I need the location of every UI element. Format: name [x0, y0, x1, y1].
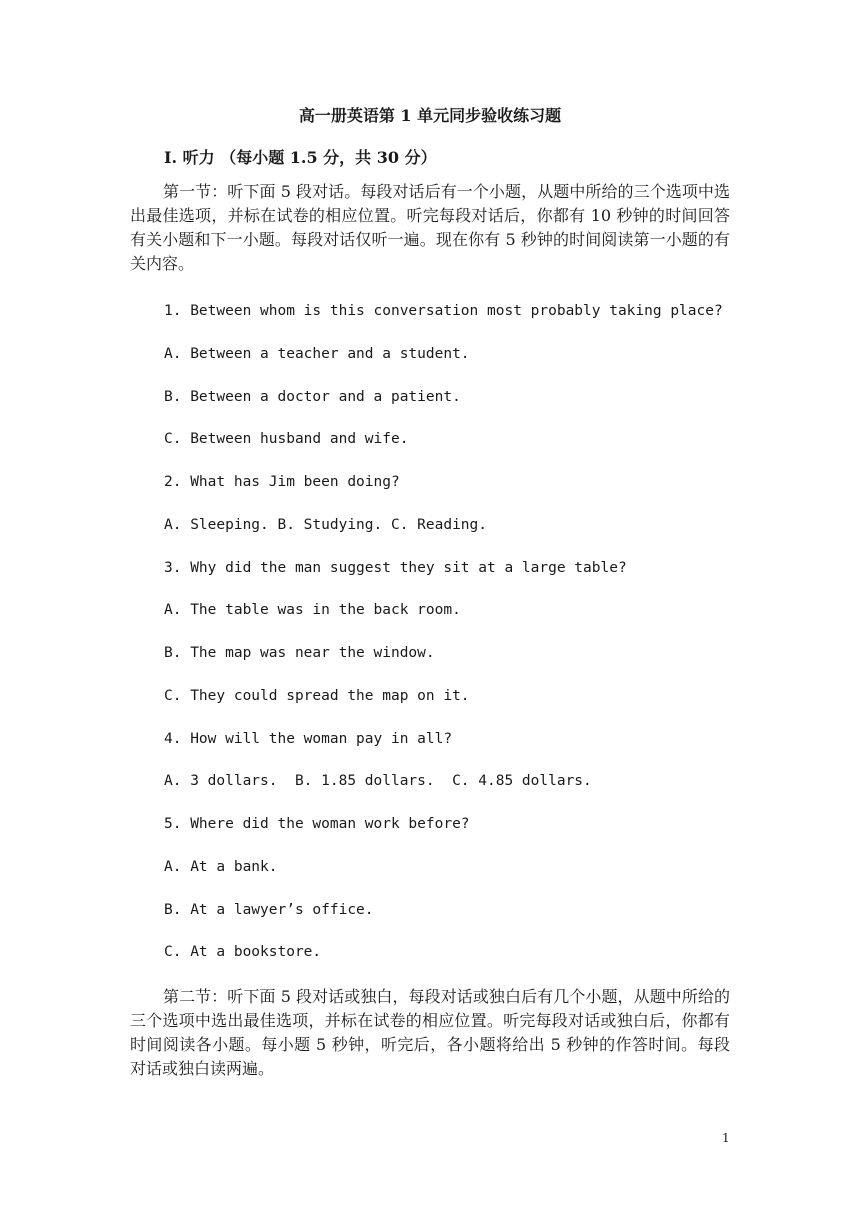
option-1c: C. Between husband and wife.: [164, 431, 409, 447]
option-1b: B. Between a doctor and a patient.: [164, 389, 461, 405]
option-5c: C. At a bookstore.: [164, 944, 322, 960]
question-3: 3. Why did the man suggest they sit at a large table?: [164, 560, 627, 576]
option-3c: C. They could spread the map on it.: [164, 688, 470, 704]
option-5b: B. At a lawyer’s office.: [164, 902, 374, 918]
part1-instructions: 第一节：听下面 5 段对话。每段对话后有一个小题，从题中所给的三个选项中选出最佳选项，并标在试卷的相应位置。听完每段对话后，你都有 10 秒钟的时间回答有关小题和下一小题。每段对话仅听一遍。现在你有 5 秒钟的时间阅读第一小题的有关内容。: [130, 182, 730, 273]
options-2: A. Sleeping. B. Studying. C. Reading.: [164, 517, 488, 533]
question-4: 4. How will the woman pay in all?: [164, 731, 453, 747]
document-title: 高一册英语第 1 单元同步验收练习题: [298, 106, 562, 125]
section-heading-listening: I. 听力 （每小题 1.5 分，共 30 分）: [164, 148, 437, 167]
option-5a: A. At a bank.: [164, 859, 278, 875]
question-5: 5. Where did the woman work before?: [164, 816, 470, 832]
page-number: 1: [722, 1131, 730, 1145]
part2-instructions: 第二节：听下面 5 段对话或独白，每段对话或独白后有几个小题，从题中所给的三个选项中选出最佳选项，并标在试卷的相应位置。听完每段对话或独白后，你都有时间阅读各小题。每小题 5 秒钟，听完后，各小题将给出 5 秒钟的作答时间。每段对话或独白读两遍。: [130, 987, 730, 1078]
option-1a: A. Between a teacher and a student.: [164, 346, 470, 362]
question-1: 1. Between whom is this conversation most probably taking place?: [164, 303, 723, 319]
question-2: 2. What has Jim been doing?: [164, 474, 400, 490]
option-3a: A. The table was in the back room.: [164, 602, 461, 618]
options-4: A. 3 dollars. B. 1.85 dollars. C. 4.85 dollars.: [164, 773, 592, 789]
option-3b: B. The map was near the window.: [164, 645, 435, 661]
